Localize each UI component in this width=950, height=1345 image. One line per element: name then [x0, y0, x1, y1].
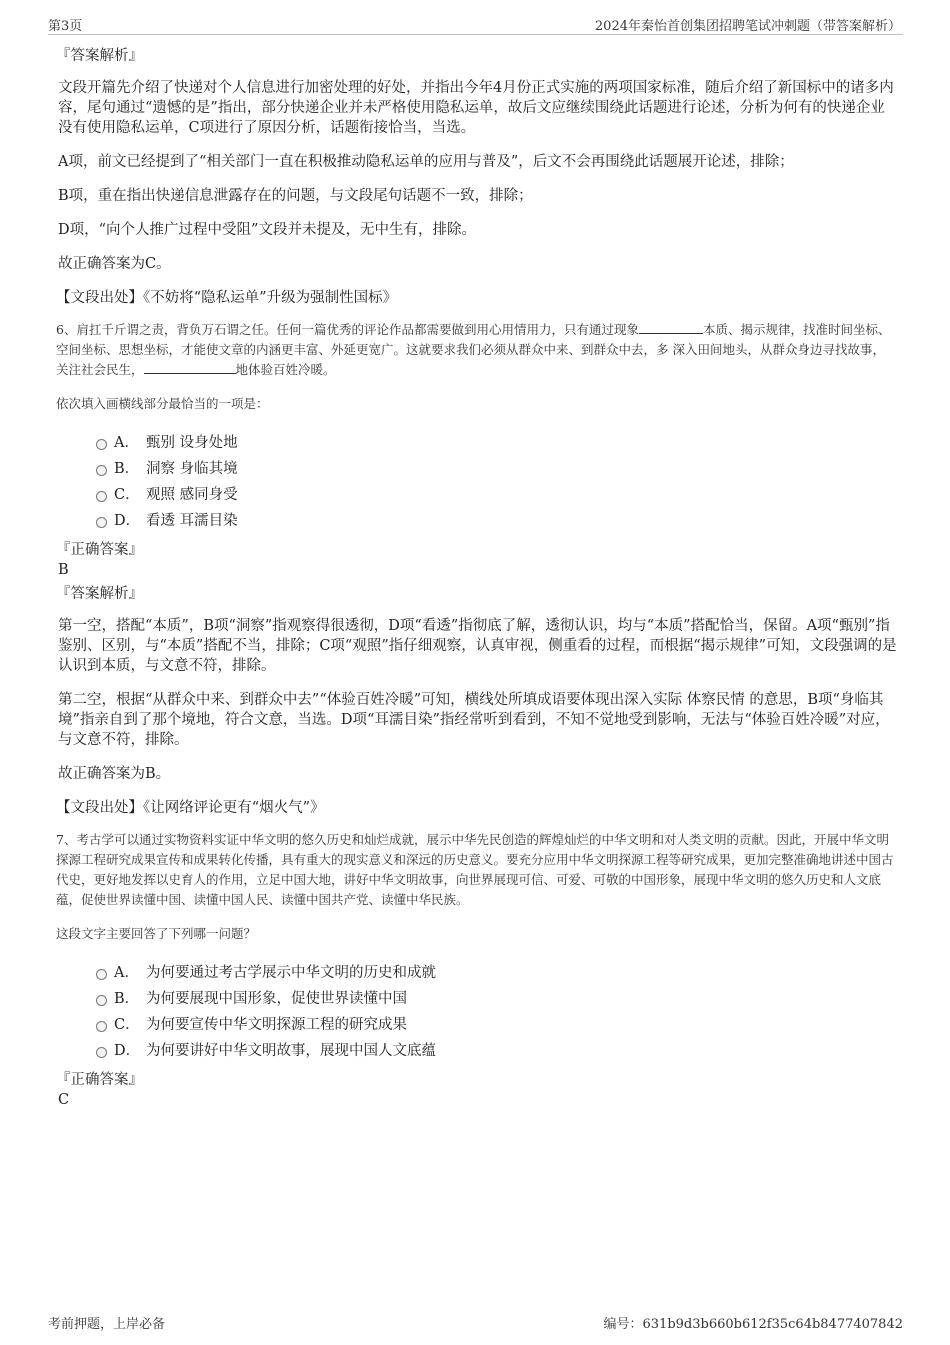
radio-icon[interactable] [96, 969, 107, 980]
q6-blank-1 [639, 320, 703, 334]
q6-answer-label: 『正确答案』 [56, 542, 143, 558]
radio-icon[interactable] [96, 439, 107, 450]
q5-source: 【文段出处】《不妨将“隐私运单”升级为强制性国标》 [56, 290, 398, 306]
q6-option-a[interactable]: A． 甄别 设身处地 [96, 430, 898, 456]
q6-answer: B [58, 562, 69, 578]
q5-conclusion: 故正确答案为C。 [58, 256, 171, 272]
q5-option-a-note: A项，前文已经提到了“相关部门一直在积极推动隐私运单的应用与普及”，后文不会再围绕此话题展开论述，排除； [58, 154, 794, 170]
q6-stem-part-1: 6、肩扛千斤谓之责，背负万石谓之任。任何一篇优秀的评论作品都需要做到用心用情用力，只有通过现象 [56, 322, 639, 337]
q7-option-c[interactable]: C． 为何要宣传中华文明探源工程的研究成果 [96, 1012, 898, 1038]
q6-conclusion: 故正确答案为B。 [58, 766, 171, 782]
q6-blank-2 [144, 360, 236, 374]
page-header [48, 14, 903, 35]
radio-icon[interactable] [96, 517, 107, 528]
footer-code: 编号：631b9d3b660b612f35c64b8477407842 [603, 1317, 903, 1332]
page-footer [48, 1313, 903, 1332]
q6-stem-part-2: 本质、揭示规律，找准时间坐标、空间坐标、思想坐标，才能使文章的内涵更丰富、外延更宽广。这就要求我们必须从群众中来、到群众中去，多 深入田间地头，从群众身边寻找故事， 关注社会民生， [56, 322, 891, 377]
q6-stem-part-3: 地体验百姓冷暖。 [235, 362, 336, 377]
radio-icon[interactable] [96, 995, 107, 1006]
q5-analysis-label: 『答案解析』 [56, 48, 143, 64]
q6-stem [56, 320, 898, 380]
q6-analysis-2: 第二空，根据“从群众中来、到群众中去”“体验百姓冷暖”可知，横线处所填成语要体现出深入实际 体察民情 的意思，B项“身临其境”指亲自到了那个境地，符合文意，当选。D项“耳濡目染”指经常听到看到，不知不觉地受到影响，无法与“体验百姓冷暖”对应，与文意不符，排除。 [58, 692, 890, 748]
radio-icon[interactable] [96, 491, 107, 502]
q6-prompt: 依次填入画横线部分最恰当的一项是： [56, 396, 269, 411]
q6-option-c[interactable]: C． 观照 感同身受 [96, 482, 898, 508]
q6-option-d[interactable]: D． 看透 耳濡目染 [96, 508, 898, 534]
q7-answer-label: 『正确答案』 [56, 1072, 143, 1088]
q5-option-b-note: B项，重在指出快递信息泄露存在的问题，与文段尾句话题不一致，排除； [58, 188, 533, 204]
radio-icon[interactable] [96, 1021, 107, 1032]
q6-option-b[interactable]: B． 洞察 身临其境 [96, 456, 898, 482]
q7-option-a[interactable]: A． 为何要通过考古学展示中华文明的历史和成就 [96, 960, 898, 986]
document-title: 2024年秦怡首创集团招聘笔试冲刺题（带答案解析） [594, 19, 901, 34]
q6-options [56, 430, 898, 534]
q7-option-b[interactable]: B． 为何要展现中国形象，促使世界读懂中国 [96, 986, 898, 1012]
q5-analysis: 文段开篇先介绍了快递对个人信息进行加密处理的好处，并指出今年4月份正式实施的两项国家标准，随后介绍了新国标中的诸多内容，尾句通过“遗憾的是”指出，部分快递企业并未严格使用隐私运单，故后文应继续围绕此话题进行论述，分析为何有的快递企业没有使用隐私运单，C项进行了原因分析，话题衔接恰当，当选。 [58, 80, 894, 136]
q6-analysis-label: 『答案解析』 [56, 586, 143, 602]
q7-stem: 7、考古学可以通过实物资料实证中华文明的悠久历史和灿烂成就，展示中华先民创造的辉煌灿烂的中华文明和对人类文明的贡献。因此，开展中华文明探源工程研究成果宣传和成果转化传播，具有重大的现实意义和深远的历史意义。要充分应用中华文明探源工程等研究成果，更加完整准确地讲述中国古代史，更好地发挥以史育人的作用，立足中国大地，讲好中华文明故事，向世界展现可信、可爱、可敬的中国形象，展现中华文明的悠久历史和人文底蕴，促使世界读懂中国、读懂中国人民、读懂中国共产党、读懂中华民族。 [56, 832, 894, 907]
q5-option-d-note: D项，“向个人推广过程中受阻”文段并未提及，无中生有，排除。 [58, 222, 476, 238]
q7-answer: C [58, 1092, 70, 1108]
page-number: 第3页 [48, 19, 83, 34]
radio-icon[interactable] [96, 465, 107, 476]
q7-options [56, 960, 898, 1064]
q6-source: 【文段出处】《让网络评论更有“烟火气”》 [56, 800, 325, 816]
footer-slogan: 考前押题，上岸必备 [48, 1317, 166, 1332]
q7-option-d[interactable]: D． 为何要讲好中华文明故事，展现中国人文底蕴 [96, 1038, 898, 1064]
q6-analysis-1: 第一空，搭配“本质”，B项“洞察”指观察得很透彻，D项“看透”指彻底了解，透彻认识，均与“本质”搭配恰当，保留。A项“甄别”指鉴别、区别，与“本质”搭配不当，排除；C项“观照”指仔细观察，认真审视，侧重看的过程，而根据“揭示规律”可知，文段强调的是认识到本质，与文意不符，排除。 [58, 618, 897, 674]
q7-prompt: 这段文字主要回答了下列哪一问题？ [56, 926, 257, 941]
page-content [56, 46, 898, 1110]
radio-icon[interactable] [96, 1047, 107, 1058]
